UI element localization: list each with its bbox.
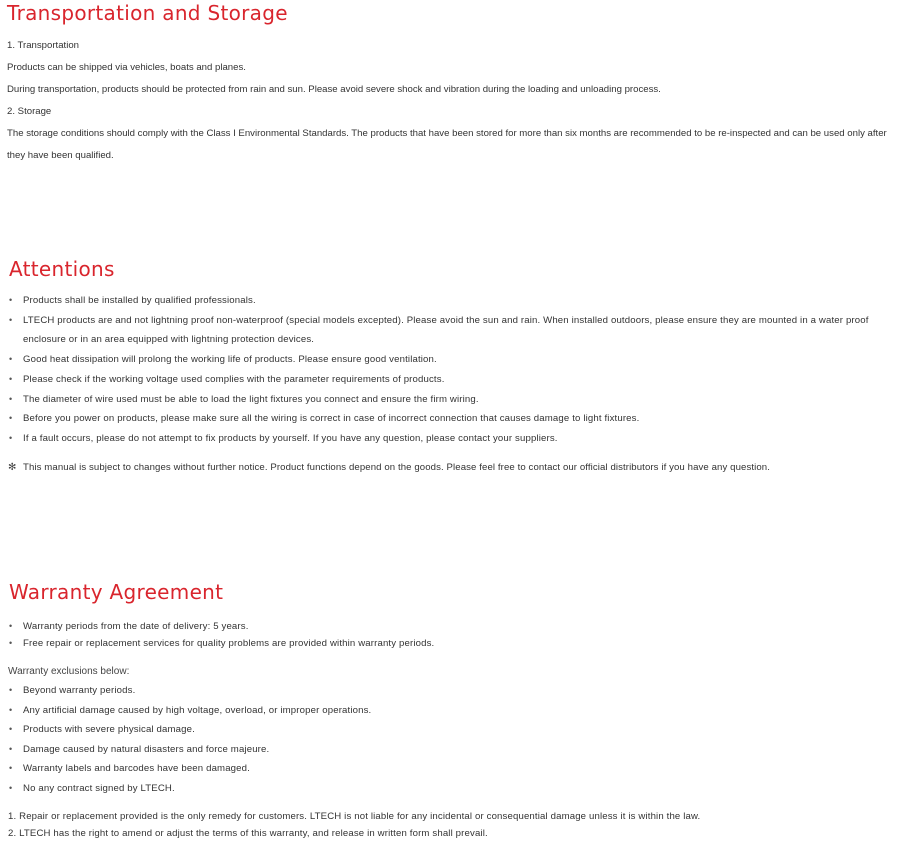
exclusion-item: • Damage caused by natural disasters and force majeure. xyxy=(0,740,899,760)
storage-text: The storage conditions should comply with the Class I Environmental Standards. The products that have been stored for more than six months are recommended to be re-inspected and can be used only after they have been qualified. xyxy=(7,128,887,161)
transport-sub2: 2. Storage xyxy=(7,106,52,117)
transport-section xyxy=(0,0,899,167)
bullet-icon: • xyxy=(9,704,13,715)
attention-item: • LTECH products are and not lightning proof non-waterproof (special models excepted). Please avoid the sun and rain. When installed outdoors, please ensure they are mounted in a water proof enclosure or in an area equipped with lightning protection devices. xyxy=(0,311,899,350)
bullet-icon: • xyxy=(9,413,13,424)
bullet-icon: • xyxy=(9,295,13,305)
bullet-icon: • xyxy=(9,724,13,734)
transport-line2: During transportation, products should be protected from rain and sun. Please avoid severe shock and vibration during the loading and unloading process. xyxy=(7,84,661,95)
exclusions-label: Warranty exclusions below: xyxy=(8,666,130,677)
transport-sub1: 1. Transportation xyxy=(7,40,79,51)
attention-item: • If a fault occurs, please do not attempt to fix products by yourself. If you have any question, please contact your suppliers. xyxy=(0,429,899,449)
attention-item: • The diameter of wire used must be able to load the light fixtures you connect and ensure the firm wiring. xyxy=(0,390,899,410)
asterisk-icon: ✻ xyxy=(8,461,17,473)
transport-title: Transportation and Storage xyxy=(7,1,288,25)
bullet-icon: • xyxy=(9,432,13,443)
warranty-title: Warranty Agreement xyxy=(9,580,224,604)
warranty-list xyxy=(0,618,899,652)
bullet-icon: • xyxy=(9,621,13,631)
transport-line1: Products can be shipped via vehicles, boats and planes. xyxy=(7,62,246,73)
warranty-item: • Free repair or replacement services for quality problems are provided within warranty periods. xyxy=(0,635,899,652)
exclusion-item: • Any artificial damage caused by high voltage, overload, or improper operations. xyxy=(0,701,899,721)
manual-note: ✻ This manual is subject to changes without further notice. Product functions depend on the goods. Please feel free to contact our official distributors if you have any question. xyxy=(0,458,899,477)
bullet-icon: • xyxy=(9,373,13,384)
bullet-icon: • xyxy=(9,638,13,648)
exclusion-item: • Beyond warranty periods. xyxy=(0,681,899,701)
warranty-clause-2: 2. LTECH has the right to amend or adjust the terms of this warranty, and release in written form shall prevail. xyxy=(8,828,488,839)
exclusion-item: • Warranty labels and barcodes have been damaged. xyxy=(0,759,899,779)
bullet-icon: • xyxy=(9,314,13,325)
exclusion-item: • No any contract signed by LTECH. xyxy=(0,779,899,799)
bullet-icon: • xyxy=(9,354,13,365)
bullet-icon: • xyxy=(9,393,13,404)
warranty-item: • Warranty periods from the date of delivery: 5 years. xyxy=(0,618,899,635)
attention-item: • Before you power on products, please make sure all the wiring is correct in case of incorrect connection that causes damage to light fixtures. xyxy=(0,409,899,429)
bullet-icon: • xyxy=(9,685,13,695)
warranty-section xyxy=(0,578,899,842)
attention-item: • Good heat dissipation will prolong the working life of products. Please ensure good ventilation. xyxy=(0,350,899,370)
attentions-list xyxy=(0,291,899,449)
attention-item: • Products shall be installed by qualified professionals. xyxy=(0,291,899,311)
bullet-icon: • xyxy=(9,763,13,773)
attentions-title: Attentions xyxy=(9,257,115,281)
attention-item: • Please check if the working voltage used complies with the parameter requirements of products. xyxy=(0,370,899,390)
attentions-section xyxy=(0,255,899,477)
exclusions-list xyxy=(0,681,899,798)
bullet-icon: • xyxy=(9,743,13,754)
exclusion-item: • Products with severe physical damage. xyxy=(0,720,899,740)
bullet-icon: • xyxy=(9,782,13,793)
warranty-clause-1: 1. Repair or replacement provided is the only remedy for customers. LTECH is not liable for any incidental or consequential damage unless it is within the law. xyxy=(8,811,701,822)
